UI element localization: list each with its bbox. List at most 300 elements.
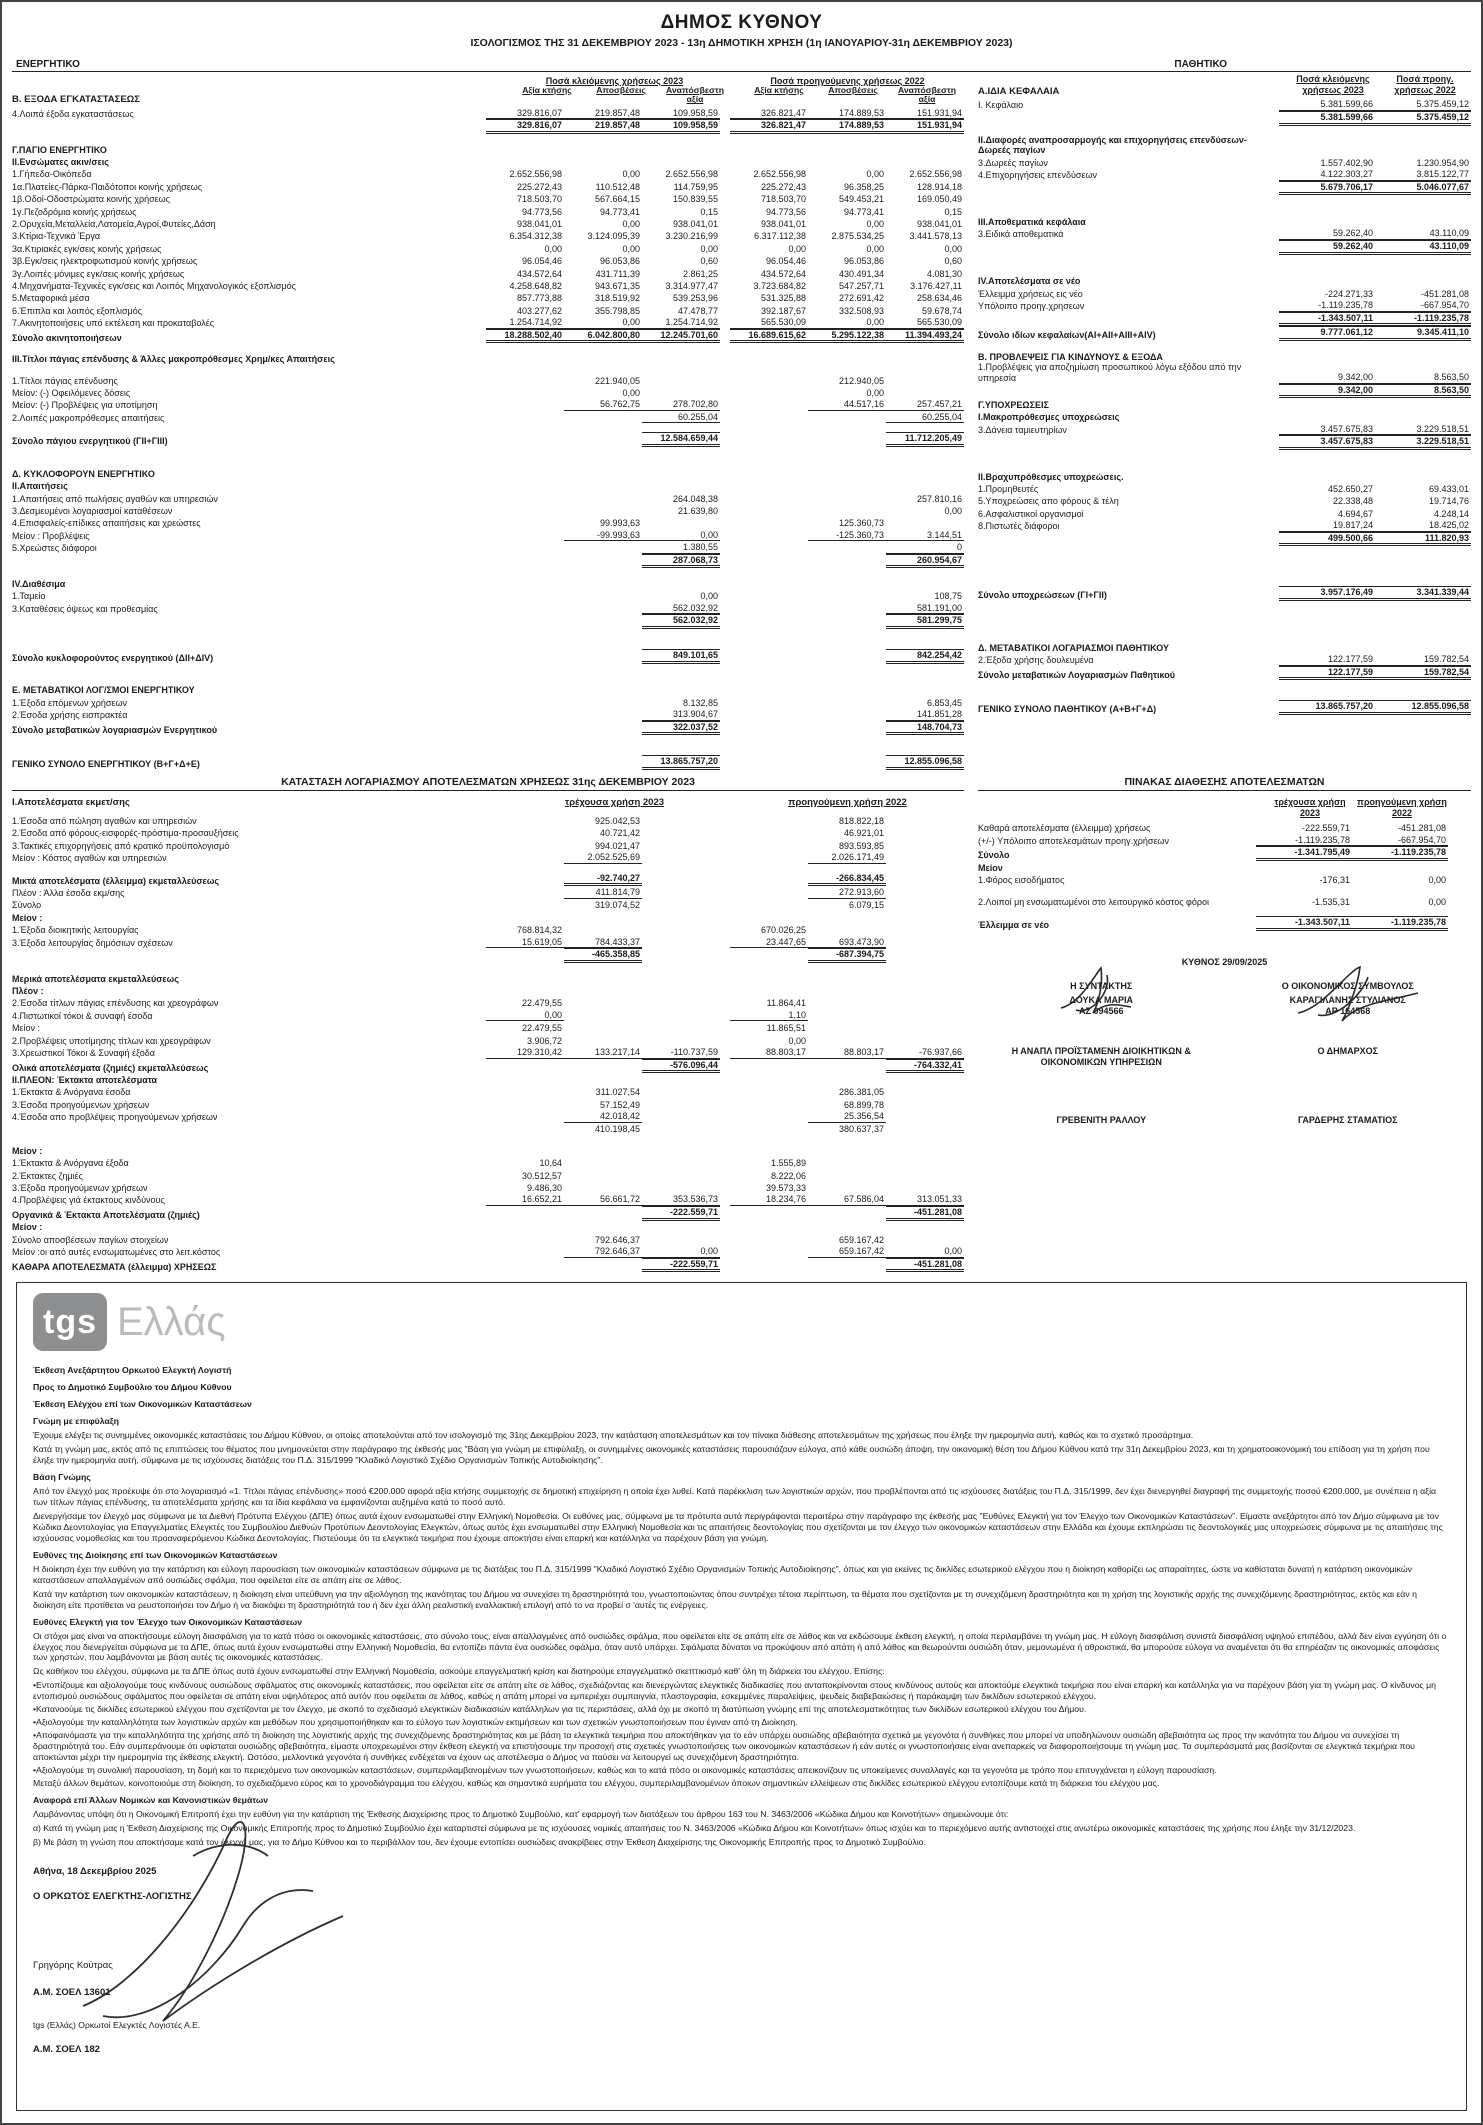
row-label: Σύνολο πάγιου ενεργητικού (ΓΙΙ+ΓΙΙΙ) <box>12 436 168 447</box>
row-value: 272.691,42 <box>838 293 884 304</box>
row-value: 99.993,63 <box>599 518 640 529</box>
row-label: 3.Δάνεια ταμιευτηρίων <box>978 424 1067 435</box>
row-value: 174.889,53 <box>808 108 886 120</box>
row-value: 3.229.518,51 <box>1375 435 1471 450</box>
row-value: 108,75 <box>934 591 962 602</box>
row-value: -667.954,70 <box>1375 300 1471 312</box>
row-value: 938.041,01 <box>916 219 962 230</box>
row-value: 3.723.684,82 <box>753 280 806 291</box>
row-value: -1.119.235,78 <box>1256 835 1352 847</box>
table-row <box>12 1258 964 1273</box>
liabilities-heading: ΠΑΘΗΤΙΚΟ <box>1174 59 1227 70</box>
row-value: 434.572,64 <box>516 268 562 279</box>
row-label: Β. ΠΡΟΒΛΕΨΕΙΣ ΓΙΑ ΚΙΝΔΥΝΟΥΣ & ΕΞΟΔΑ <box>978 351 1163 362</box>
spacer-row <box>12 1135 964 1144</box>
row-value: 322.037,52 <box>642 721 720 736</box>
table-row <box>12 492 964 504</box>
row-label: Μείον <box>978 862 1003 873</box>
table-row <box>12 1144 964 1156</box>
report-paragraph: Κατά τη γνώμη μας, εκτός από τις επιπτώσεις του θέματος που μνημονεύεται στην παράγραφο της έκθεσής μας "Βάση για γνώμη με επιφύλαξη, οι συνημμένες οικονομικές καταστάσεις παρουσιάζουν εύλογα, από κάθε ουσιώδη άποψη, την οικονομική θέση του Δήμου Κύθνου κατά την 31η Δεκεμβρίου 2023, και τη χρηματοοικονομική του επίδοση για τη χρήση που έληξε την ημερομηνία αυτή, σύμφωνα με τις ισχύουσες διατάξεις του Π.Δ. 315/1999 "Κλαδικό Λογιστικό Σχέδιο Οργανισμών Τοπικής Αυτοδιοίκησης". <box>33 1444 1430 1466</box>
row-value: 326.821,47 <box>730 108 808 120</box>
row-value: 1.230.954,90 <box>1416 157 1469 168</box>
row-label: 1β.Οδοί-Οδοστρώματα κοινής χρήσεως <box>12 194 171 205</box>
row-value: 22.338,48 <box>1332 496 1373 507</box>
row-label: 4.Επισφαλείς-επίδικες απαιτήσεις και χρεώστες <box>12 518 201 529</box>
table-row <box>978 916 1448 931</box>
row-value: 938.041,01 <box>672 219 718 230</box>
row-value: 565.530,09 <box>730 317 808 329</box>
row-value: 0 <box>886 542 964 554</box>
report-heading: Γνώμη με επιφύλαξη <box>33 1416 119 1427</box>
row-value: 60.255,04 <box>886 412 964 424</box>
table-row <box>978 312 1471 327</box>
table-row <box>12 155 964 167</box>
row-label: Σύνολο αποσβέσεων παγίων στοιχείων <box>12 1234 169 1245</box>
table-row <box>978 111 1471 126</box>
table-row <box>12 143 964 155</box>
row-value: 22.479,55 <box>521 998 562 1009</box>
row-value: 69.433,01 <box>1428 484 1469 495</box>
table-row <box>12 205 964 217</box>
row-value: 67.586,04 <box>808 1194 886 1206</box>
spacer-row <box>12 423 964 432</box>
table-row <box>12 529 964 541</box>
table-row <box>12 721 964 736</box>
row-value: 96.053,86 <box>843 256 884 267</box>
row-label: ΙΙ.Ενσώματες ακιν/σεις <box>12 157 109 168</box>
row-label: IV.Αποτελέσματα σε νέο <box>978 276 1081 287</box>
row-label: Μείον :οι από αυτές ενσωματωμένες στο λειτ.κόστος <box>12 1247 221 1258</box>
row-value: 19.714,76 <box>1428 496 1469 507</box>
row-label: 2.Προβλέψεις υποτίμησης τίτλων και χρεογράφων <box>12 1035 211 1046</box>
row-value: 94.773,41 <box>599 206 640 217</box>
row-value: 0,60 <box>700 256 718 267</box>
row-value: 938.041,01 <box>760 219 806 230</box>
table-row <box>12 1073 964 1085</box>
row-label: ΙΙ.Βραχυπρόθεσμες υποχρεώσεις. <box>978 471 1124 482</box>
table-row <box>12 217 964 229</box>
report-heading: Ευθύνες της Διοίκησης επί των Οικονομικών Καταστάσεων <box>33 1549 278 1560</box>
table-row <box>978 653 1471 665</box>
row-value: 1.380,55 <box>642 542 720 554</box>
row-value: 0,00 <box>642 530 720 542</box>
row-value: 19.817,24 <box>1279 520 1375 532</box>
row-value: 318.519,92 <box>594 293 640 304</box>
row-value: 88.803,17 <box>808 1047 886 1059</box>
row-value: 8.563,50 <box>1375 372 1471 384</box>
row-value: 0,00 <box>564 317 642 329</box>
row-value: 5.381.599,66 <box>1279 99 1375 111</box>
row-value: 5.375.459,12 <box>1375 111 1471 126</box>
income-statement-headers <box>12 797 964 808</box>
table-row <box>12 242 964 254</box>
table-row <box>12 304 964 316</box>
row-value: 499.500,66 <box>1279 532 1375 547</box>
table-row <box>12 1034 964 1046</box>
row-value: -176,31 <box>1319 875 1350 886</box>
row-value: 9.342,00 <box>1279 384 1375 399</box>
row-value: 1.254.714,92 <box>486 317 564 329</box>
spacer-row <box>12 568 964 577</box>
assets-first-section: Β. ΕΞΟΔΑ ΕΓΚΑΤΑΣΤΑΣΕΩΣ <box>12 93 141 105</box>
table-row <box>978 861 1448 873</box>
row-value: 1.557.402,90 <box>1320 157 1373 168</box>
row-value: 0,00 <box>866 243 884 254</box>
table-row <box>12 168 964 180</box>
row-value: 22.479,55 <box>521 1023 562 1034</box>
row-value: -222.559,71 <box>1301 823 1350 834</box>
row-value: 0,00 <box>622 169 640 180</box>
row-value: 60.255,04 <box>642 412 720 424</box>
row-value: 792.646,37 <box>564 1246 642 1258</box>
row-value: 311.027,54 <box>595 1087 640 1098</box>
row-value: 150.839,55 <box>672 194 718 205</box>
lower-section <box>12 797 1471 1272</box>
row-value: 11.864,41 <box>766 998 806 1009</box>
row-value: 68.899,78 <box>843 1099 884 1110</box>
income-group-2022: προηγούμενη χρήση 2022 <box>788 797 907 809</box>
signature-name: ΚΑΡΑΓΙΛΑΝΗΣ ΣΤΥΛΙΑΝΟΣ <box>1289 994 1406 1005</box>
row-value: 857.773,88 <box>516 293 562 304</box>
assets-group-2023: Ποσά κλειόμενης χρήσεως 2023 <box>545 76 684 86</box>
table-row <box>978 532 1471 547</box>
report-heading: Βάση Γνώμης <box>33 1472 91 1483</box>
row-value: 562.032,92 <box>642 603 720 615</box>
table-row <box>978 411 1471 423</box>
table-row <box>978 181 1471 196</box>
report-paragraph: •Αξιολογούμε την καταλληλότητα των λογιστικών αρχών και μεθόδων που χρησιμοποιήθηκαν και το εύλογο των λογιστικών εκτιμήσεων και των σχετικών γνωστοποιήσεων που έγιναν από τη Διοίκηση. <box>33 1717 798 1728</box>
report-heading: Αναφορά επί Άλλων Νομικών και Κανονιστικών θεμάτων <box>33 1794 269 1805</box>
income-statement-rows <box>12 814 964 1272</box>
report-paragraph: Λαμβάνοντας υπόψη ότι η Οικονομική Επιτροπή έχει την ευθύνη για την κατάρτιση της Έκθεσης Διαχείρισης προς το Δημοτικό Συμβούλιο, κατ' εφαρμογή των διατάξεων του άρθρου 163 του Ν. 3463/2006 «Κώδικα Δήμου και Κοινοτήτων» σημειώνουμε ότι: <box>33 1808 1009 1819</box>
table-row <box>978 834 1448 846</box>
row-value: 9.777.061,12 <box>1279 326 1375 341</box>
row-value: 257.810,16 <box>916 493 962 504</box>
report-paragraph: Μεταξύ άλλων θεμάτων, κοινοποιούμε στη διοίκηση, το σχεδιαζόμενο εύρος και το χρονοδιάγραμμα του ελέγχου, καθώς και σημαντικά ευρήματα του ελέγχου, συμπεριλαμβανομένων όποιων σημαντικών ελλείψεων στις δικλίδες εσωτερικού ελέγχου εντοπίζουμε κατά τη διάρκεια του ελέγχου μας. <box>33 1777 1160 1788</box>
table-row <box>12 1098 964 1110</box>
row-value: 11.865,51 <box>766 1023 806 1034</box>
row-value: -1.119.235,78 <box>1352 916 1448 931</box>
allocation-table-title: ΠΙΝΑΚΑΣ ΔΙΑΘΕΣΗΣ ΑΠΟΤΕΛΕΣΜΑΤΩΝ <box>978 776 1471 791</box>
row-label: 4.Λοιπά έξοδα εγκαταστάσεως <box>12 108 134 119</box>
row-value: 3.229.518,51 <box>1375 424 1471 436</box>
table-row <box>12 923 964 935</box>
row-value: -1.119.235,78 <box>1279 300 1375 312</box>
row-label: Μικτά αποτελέσματα (έλλειμμα) εκμεταλλεύσεως <box>12 875 220 886</box>
table-row <box>12 479 964 491</box>
income-left-heading: Ι.Αποτελέσματα εκμετ/σης <box>12 797 130 809</box>
row-value: 0,00 <box>866 219 884 230</box>
spacer-row <box>12 664 964 684</box>
signature-head-officer <box>978 1046 1225 1071</box>
row-value: 159.782,54 <box>1375 654 1471 666</box>
audit-firm-registration: Α.Μ. ΣΟΕΛ 182 <box>33 2043 100 2055</box>
table-row <box>12 873 964 887</box>
row-value: 0,00 <box>1428 896 1446 907</box>
row-label: Ι.Μακροπρόθεσμες υποχρεώσεις <box>978 412 1120 423</box>
row-value: 2.052.525,69 <box>564 852 642 864</box>
row-value: 111.820,93 <box>1375 532 1471 547</box>
row-label: Ολικά αποτελέσματα (ζημιές) εκμεταλλεύσεως <box>12 1062 209 1073</box>
row-value: 0,00 <box>788 243 806 254</box>
row-value: 12.855.096,58 <box>886 755 964 770</box>
row-value: 125.360,73 <box>838 518 884 529</box>
row-value: 0,00 <box>642 1246 720 1258</box>
row-label: ΓΕΝΙΚΟ ΣΥΝΟΛΟ ΕΝΕΡΓΗΤΙΚΟΥ (Β+Γ+Δ+Ε) <box>12 759 200 770</box>
row-value: 1.555,89 <box>770 1158 806 1169</box>
row-value: 410.198,45 <box>594 1124 640 1135</box>
table-row <box>12 602 964 614</box>
row-value: 96.054,46 <box>521 256 562 267</box>
table-row <box>12 411 964 423</box>
row-value: 434.572,64 <box>760 268 806 279</box>
row-value: 994.021,47 <box>594 840 640 851</box>
row-value: 39.573,33 <box>765 1183 806 1194</box>
row-value: 0,00 <box>622 243 640 254</box>
row-value: 549.453,21 <box>838 194 884 205</box>
tgs-logo-badge: tgs <box>33 1293 107 1351</box>
table-row <box>12 936 964 948</box>
table-row <box>12 972 964 984</box>
row-value: 141.851,28 <box>886 709 964 721</box>
table-row <box>12 997 964 1009</box>
audit-report-body <box>33 1365 1450 1847</box>
signature-place-date: ΚΥΘΝΟΣ 29/09/2025 <box>1181 956 1268 967</box>
report-paragraph: Ως καθήκον του ελέγχου, σύμφωνα με τα ΔΠΕ όπως αυτά έχουν ενσωματωθεί στην Ελληνική Νομοθεσία, ασκούμε επαγγελματική κρίση και διατηρούμε επαγγελματικό σκεπτικισμό καθ' όλη τη διάρκεια του ελέγχου. Επίσης: <box>33 1666 885 1677</box>
row-value: 21.639,80 <box>677 505 718 516</box>
allocation-table <box>978 797 1448 931</box>
row-value: 43.110,09 <box>1375 240 1471 255</box>
row-value: 272.913,60 <box>808 887 886 899</box>
row-label: 3.Έξοδα προηγούμενων χρήσεων <box>12 1183 148 1194</box>
table-row <box>12 649 964 664</box>
row-value: 313.051,33 <box>886 1194 964 1206</box>
row-label: 8.Πιστωτές διάφοροι <box>978 521 1060 532</box>
row-value: -451.281,08 <box>886 1206 964 1221</box>
row-label: 1.Απαιτήσεις από πωλήσεις αγαθών και υπηρεσιών <box>12 493 218 504</box>
row-label: Μερικά αποτελέσματα εκμεταλλεύσεως <box>12 973 179 984</box>
table-row <box>12 1086 964 1098</box>
row-value: 129.310,42 <box>486 1047 564 1059</box>
report-paragraph: Από τον έλεγχό μας προέκυψε ότι στο λογαριασμό «1. Τίτλοι πάγιας επένδυσης» ποσό €200.000 αφορά αξία κτήσης συμμετοχής σε δημοτική επιχείρηση η οποία έχει λυθεί. Κατά παρέκκλιση των λογιστικών αρχών, που προβλέπονται από τις ισχύουσες διατάξεις του Π.Δ. 315/1999, δεν έχει διενεργηθεί διαγραφή της συμμετοχής ποσού €200.000, με συνέπεια η αξία των τίτλων πάγιας επένδυσης, τα αποτελέσματα χρήσης και τα ίδια κεφάλαια να εμφανίζονται αυξημένα κατά το ποσό αυτό. <box>33 1486 1437 1508</box>
row-value: 151.931,94 <box>886 108 964 120</box>
row-value: 286.381,05 <box>838 1087 884 1098</box>
row-value: 25.356,54 <box>808 1111 886 1123</box>
row-label: 3γ.Λοιπές μόνιμες εγκ/σεις κοινής χρήσεως <box>12 268 185 279</box>
row-label: 2.Έκτακτες ζημιές <box>12 1170 83 1181</box>
row-label: 3.Δωρεές παγίων <box>978 157 1048 168</box>
row-value: 3.457.675,83 <box>1279 435 1375 450</box>
row-label: 3β.Εγκ/σεις ηλεκτροφωτισμού κοινής χρήσεως <box>12 256 198 267</box>
report-heading: Προς το Δημοτικό Συμβούλιο του Δήμου Κύθνου <box>33 1382 232 1393</box>
row-value: 452.650,27 <box>1327 484 1373 495</box>
row-value: 94.773,56 <box>765 206 806 217</box>
row-value: 148.704,73 <box>886 721 964 736</box>
row-value: 4.122.303,27 <box>1279 169 1375 181</box>
row-value: 0,60 <box>944 256 962 267</box>
page-subtitle: ΙΣΟΛΟΓΙΣΜΟΣ ΤΗΣ 31 ΔΕΚΕΜΒΡΙΟΥ 2023 - 13η ΔΗΜΟΤΙΚΗ ΧΡΗΣΗ (1η ΙΑΝΟΥΑΡΙΟΥ-31η ΔΕΚΕΜΒΡΙΟΥ 2023) <box>470 37 1013 49</box>
row-value: 938.041,01 <box>516 219 562 230</box>
spacer-row <box>12 864 964 873</box>
row-value: -1.343.507,11 <box>1256 916 1352 931</box>
table-row <box>12 119 964 134</box>
spacer-row <box>12 735 964 755</box>
row-value: 313.904,67 <box>642 709 720 721</box>
row-label: ΙΙΙ.Τίτλοι πάγιας επένδυσης & Άλλες μακροπρόθεσμες Χρημ/κες Απαιτήσεις <box>12 354 335 365</box>
row-value: 0,15 <box>944 206 962 217</box>
row-value: 718.503,70 <box>760 194 806 205</box>
report-heading: Έκθεση Ανεξάρτητου Ορκωτού Ελεγκτή Λογιστή <box>33 1365 232 1376</box>
row-value: -224.271,33 <box>1324 288 1373 299</box>
spacer-row <box>978 341 1471 350</box>
row-value: 110.512,48 <box>595 181 640 192</box>
row-value: 264.048,38 <box>672 493 718 504</box>
row-value: 4.258.648,82 <box>509 280 562 291</box>
audit-report <box>16 1282 1467 2110</box>
table-row <box>978 641 1471 653</box>
table-row <box>978 299 1471 311</box>
allocation-and-signatures <box>978 797 1471 1135</box>
row-value: 96.054,46 <box>765 256 806 267</box>
row-label: 3.Τακτικές επιχορηγήσεις από κρατικό προϋπολογισμό <box>12 840 230 851</box>
table-row <box>12 839 964 851</box>
table-row <box>12 826 964 838</box>
row-value: 0,00 <box>1428 875 1446 886</box>
row-value: 12.584.659,44 <box>642 432 720 447</box>
table-row <box>12 1169 964 1181</box>
table-row <box>12 684 964 696</box>
table-row <box>12 399 964 411</box>
table-row <box>12 316 964 328</box>
col-header: Αναπόσβεστη αξία <box>898 85 956 105</box>
row-value: 3.906,72 <box>526 1035 562 1046</box>
row-label: 1.Έσοδα από πώληση αγαθών και υπηρεσιών <box>12 815 197 826</box>
row-label: Σύνολο μεταβατικών Λογαριασμών Παθητικού <box>978 669 1175 680</box>
row-value: 96.358,25 <box>843 181 884 192</box>
signature-author <box>978 981 1225 1016</box>
row-value: 581.191,00 <box>886 603 964 615</box>
row-value: 159.782,54 <box>1375 666 1471 681</box>
row-value: -667.954,70 <box>1352 835 1448 847</box>
row-value: 260.954,67 <box>886 554 964 569</box>
col-header: Αξία κτήσης <box>522 85 572 95</box>
row-label: 4.Έσοδα απο προβλέψεις προηγούμενων χρήσεων <box>12 1112 218 1123</box>
table-row <box>978 384 1471 399</box>
row-value: 1,10 <box>730 1010 808 1022</box>
liabilities-table <box>978 74 1471 715</box>
col-header: Αξία κτήσης <box>754 85 804 95</box>
row-value: 0,00 <box>944 243 962 254</box>
row-value: 0,00 <box>944 505 962 516</box>
row-value: 114.759,95 <box>673 181 718 192</box>
row-value: 5.679.706,17 <box>1279 181 1375 196</box>
row-label: 4.Πιστωτικοί τόκοι & συναφή έσοδα <box>12 1010 153 1021</box>
row-value: 122.177,59 <box>1279 666 1375 681</box>
table-row <box>12 696 964 708</box>
row-value: 8.563,50 <box>1375 384 1471 399</box>
row-value: 3.144,51 <box>886 530 964 542</box>
table-row <box>978 240 1471 255</box>
row-value: 6.354.312,38 <box>509 231 562 242</box>
row-value: 547.257,71 <box>838 280 884 291</box>
table-row <box>12 708 964 720</box>
spacer-row <box>978 566 1471 586</box>
table-row <box>12 577 964 589</box>
table-row <box>12 814 964 826</box>
report-paragraph: β) Με βάση τη γνώση που αποκτήσαμε κατά τον έλεγχό μας, για το Δήμο Κύθνου και το περιβάλλον του, δεν έχουμε εντοπίσει ουσιώδεις ανακρίβειες στην Έκθεση Διαχείρισης της Οικονομικής Επιτροπής προς το Δημοτικό Συμβούλιο. <box>33 1836 926 1847</box>
table-row <box>12 230 964 242</box>
table-row <box>12 1194 964 1206</box>
signature-role: Ο ΟΙΚΟΝΟΜΙΚΟΣ ΣΥΜΒΟΥΛΟΣ <box>1281 980 1414 991</box>
row-label: Μείον : <box>12 912 43 923</box>
spacer-row <box>978 886 1448 895</box>
row-value: 0,15 <box>700 206 718 217</box>
row-value: 96.053,86 <box>599 256 640 267</box>
row-label: 3.Έξοδα λειτουργίας δημόσιων σχέσεων <box>12 937 173 948</box>
income-group-2023: τρέχουσα χρήση 2023 <box>564 797 665 809</box>
table-row <box>12 254 964 266</box>
assets-table <box>12 74 964 770</box>
signature-id: ΑΖ 094566 <box>1078 1005 1124 1016</box>
row-value: 88.803,17 <box>730 1047 808 1059</box>
table-row <box>12 1206 964 1221</box>
row-value: 3.230.216,99 <box>665 231 718 242</box>
row-value: 122.177,59 <box>1279 654 1375 666</box>
row-value: 42.018,42 <box>564 1111 642 1123</box>
table-row <box>12 554 964 569</box>
row-label: Μείον : <box>12 1023 41 1034</box>
row-label: 1.Προμηθευτές <box>978 484 1039 495</box>
signature-name: ΓΑΡΔΕΡΗΣ ΣΤΑΜΑΤΙΟΣ <box>1297 1115 1398 1126</box>
row-value: 6.317.112,38 <box>754 231 806 242</box>
row-value: 46.921,01 <box>843 828 884 839</box>
liabilities-column-headers <box>978 74 1471 97</box>
report-paragraph: Οι στόχοι μας είναι να αποκτήσουμε εύλογη διασφάλιση για το κατά πόσο οι οικονομικές καταστάσεις, στο σύνολο τους, είναι απαλλαγμένες από ουσιώδες σφάλμα, που οφείλεται είτε σε απάτη είτε σε λάθος και να εκδώσουμε έκθεση ελεγκτή, η οποία περιλαμβάνει τη γνώμη μας. Η εύλογη διασφάλιση συνιστά διασφάλιση υψηλού επιπέδου, αλλά δεν είναι εγγύηση ότι ο έλεγχος που διενεργείται σύμφωνα με τα ΔΠΕ, όπως αυτά έχουν ενσωματωθεί στην Ελληνική Νομοθεσία, θα εντοπίζει πάντα ένα ουσιώδες σφάλμα, όταν αυτό υπάρχει. Σφάλματα δύναται να προκύψουν από απάτη ή από λάθος και θεωρούνται ουσιώδη όταν, μεμονωμένα ή αθροιστικά, θα μπορούσε εύλογα να αναμένεται ότι θα επηρέαζαν τις οικονομικές αποφάσεις των χρηστών, που λαμβάνονται με βάση αυτές τις οικονομικές καταστάσεις. <box>33 1630 1447 1663</box>
row-value: 2.652.556,98 <box>753 169 806 180</box>
tgs-logo-suffix: Ελλάς <box>117 1299 226 1344</box>
row-value: 784.433,37 <box>564 937 642 949</box>
table-row <box>978 215 1471 227</box>
row-label: Ι. Κεφάλαιο <box>978 100 1024 111</box>
table-row <box>978 99 1471 111</box>
income-statement-table <box>12 797 964 1272</box>
table-row <box>978 362 1471 383</box>
spacer-row <box>978 195 1471 215</box>
signature-name: ΔΟΥΚΑ ΜΑΡΙΑ <box>1069 994 1133 1005</box>
auditor-role: Ο ΟΡΚΩΤΟΣ ΕΛΕΓΚΤΗΣ-ΛΟΓΙΣΤΗΣ <box>33 1890 192 1902</box>
row-label: 1α.Πλατείες-Πάρκα-Παιδότοποι κοινής χρήσεως <box>12 181 203 192</box>
table-row <box>978 873 1448 885</box>
row-value: 59.678,74 <box>921 305 962 316</box>
signature-mayor <box>1225 1046 1472 1071</box>
row-value: 212.940,05 <box>838 375 884 386</box>
row-value: 174.889,53 <box>808 119 886 134</box>
table-row <box>978 470 1471 482</box>
row-value: 2.652.556,98 <box>665 169 718 180</box>
row-label: 4.Επιχορηγήσεις επενδύσεων <box>978 169 1097 180</box>
row-label: Σύνολο υποχρεώσεων (ΓΙ+ΓΙΙ) <box>978 590 1107 601</box>
row-value: 0,00 <box>700 591 718 602</box>
row-value: 2.652.556,98 <box>909 169 962 180</box>
row-value: 1.254.714,92 <box>642 317 720 329</box>
row-value: 2.652.556,98 <box>509 169 562 180</box>
row-value: 219.857,48 <box>564 108 642 120</box>
row-value: 15.619,05 <box>486 937 564 949</box>
row-value: 109.958,59 <box>642 108 720 120</box>
col-header: προηγούμενη χρήση 2022 <box>1357 797 1447 819</box>
row-value: -1.343.507,11 <box>1279 312 1375 327</box>
row-label: 1.Φόρος εισοδήματος <box>978 875 1065 886</box>
